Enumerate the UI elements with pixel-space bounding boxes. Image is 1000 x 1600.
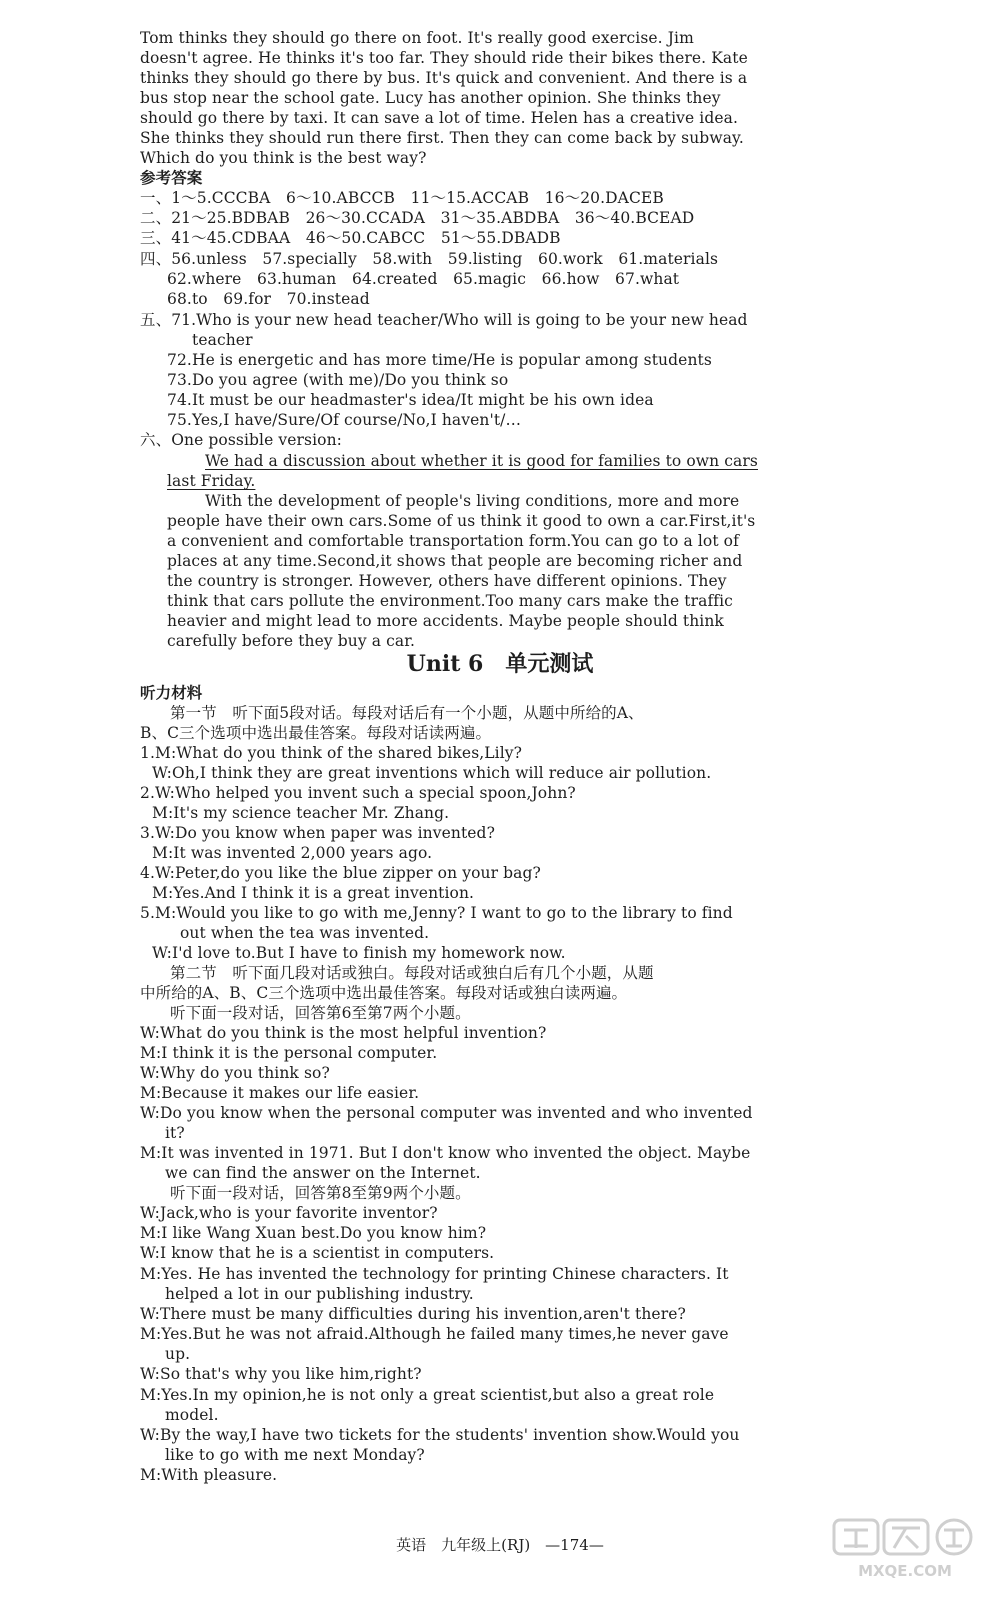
section-instruction: 第二节 听下面几段对话或独白。每段对话或独白后有几个小题，从题: [170, 964, 654, 982]
essay-line: last Friday.: [167, 472, 256, 490]
essay-line: carefully before they buy a car.: [167, 632, 416, 650]
essay-line: places at any time.Second,it shows that people are becoming richer and: [167, 552, 743, 570]
dialogue-line: M:I think it is the personal computer.: [140, 1044, 438, 1062]
essay-line: think that cars pollute the environment.Too many cars make the traffic: [167, 592, 733, 610]
watermark-logo: [830, 1518, 980, 1582]
watermark-text: MXQE.COM: [858, 1562, 952, 1580]
answer-line: 三、41～45.CDBAA 46～50.CABCC 51～55.DBADB: [140, 229, 561, 247]
dialogue-line: M:It was invented in 1971. But I don't know who invented the object. Maybe: [140, 1144, 751, 1162]
dialogue-line: M:Because it makes our life easier.: [140, 1084, 420, 1102]
passage-line: doesn't agree. He thinks it's too far. They should ride their bikes there. Kate: [140, 49, 748, 67]
answer-line: 62.where 63.human 64.created 65.magic 66.how 67.what: [167, 270, 680, 288]
dialogue-line: W:I know that he is a scientist in computers.: [140, 1244, 495, 1262]
dialogue-line: W:What do you think is the most helpful invention?: [140, 1024, 547, 1042]
section-instruction: 第一节 听下面5段对话。每段对话后有一个小题，从题中所给的A、: [170, 704, 644, 722]
passage-line: bus stop near the school gate. Lucy has another opinion. She thinks they: [140, 89, 721, 107]
essay-line: With the development of people's living conditions, more and more: [205, 492, 740, 510]
dialogue-line: 4.W:Peter,do you like the blue zipper on your bag?: [140, 864, 541, 882]
dialogue-line: out when the tea was invented.: [180, 924, 430, 942]
passage-line: should go there by taxi. It can save a lot of time. Helen has a creative idea.: [140, 109, 739, 127]
essay-line: the country is stronger. However, others have different opinions. They: [167, 572, 727, 590]
page-footer: 英语 九年级上(RJ) —174—: [396, 1536, 604, 1554]
dialogue-line: helped a lot in our publishing industry.: [165, 1285, 474, 1303]
answer-line: teacher: [192, 331, 253, 349]
dialogue-line: W:Do you know when the personal computer was invented and who invented: [140, 1104, 753, 1122]
dialogue-line: M:With pleasure.: [140, 1466, 278, 1484]
answer-line: 五、71.Who is your new head teacher/Who will is going to be your new head: [140, 311, 748, 329]
essay-line: We had a discussion about whether it is good for families to own cars: [205, 452, 758, 470]
dialogue-line: 2.W:Who helped you invent such a special spoon,John?: [140, 784, 576, 802]
answer-line: 72.He is energetic and has more time/He is popular among students: [167, 351, 712, 369]
dialogue-line: M:It was invented 2,000 years ago.: [152, 844, 433, 862]
passage-line: She thinks they should run there first. Then they can come back by subway.: [140, 129, 744, 147]
dialogue-line: 5.M:Would you like to go with me,Jenny? I want to go to the library to find: [140, 904, 733, 922]
dialogue-line: 3.W:Do you know when paper was invented?: [140, 824, 495, 842]
dialogue-line: M:Yes.And I think it is a great invention.: [152, 884, 475, 902]
essay-line: heavier and might lead to more accidents. Maybe people should think: [167, 612, 724, 630]
answer-line: 68.to 69.for 70.instead: [167, 290, 370, 308]
answer-line: 六、One possible version:: [140, 431, 342, 449]
dialogue-intro: 听下面一段对话，回答第8至第9两个小题。: [170, 1184, 471, 1202]
dialogue-line: M:Yes. He has invented the technology for printing Chinese characters. It: [140, 1265, 729, 1283]
dialogue-line: we can find the answer on the Internet.: [165, 1164, 481, 1182]
essay-line: a convenient and comfortable transportation form.You can go to a lot of: [167, 532, 739, 550]
passage-line: Tom thinks they should go there on foot. It's really good exercise. Jim: [140, 29, 694, 47]
answer-line: 74.It must be our headmaster's idea/It might be his own idea: [167, 391, 654, 409]
dialogue-line: up.: [165, 1345, 191, 1363]
listening-heading: 听力材料: [140, 683, 203, 702]
dialogue-line: model.: [165, 1406, 219, 1424]
dialogue-line: like to go with me next Monday?: [165, 1446, 425, 1464]
answer-line: 二、21～25.BDBAB 26～30.CCADA 31～35.ABDBA 36～40.BCEAD: [140, 209, 695, 227]
section-instruction: B、C三个选项中选出最佳答案。每段对话读两遍。: [140, 724, 492, 742]
dialogue-line: M:I like Wang Xuan best.Do you know him?: [140, 1224, 487, 1242]
essay-line: people have their own cars.Some of us think it good to own a car.First,it's: [167, 512, 756, 530]
unit-title: Unit 6 单元测试: [406, 651, 594, 677]
dialogue-line: M:It's my science teacher Mr. Zhang.: [152, 804, 450, 822]
dialogue-intro: 听下面一段对话，回答第6至第7两个小题。: [170, 1004, 471, 1022]
dialogue-line: W:By the way,I have two tickets for the students' invention show.Would you: [140, 1426, 740, 1444]
dialogue-line: M:Yes.But he was not afraid.Although he failed many times,he never gave: [140, 1325, 729, 1343]
dialogue-line: W:Oh,I think they are great inventions which will reduce air pollution.: [152, 764, 712, 782]
answer-line: 一、1～5.CCCBA 6～10.ABCCB 11～15.ACCAB 16～20.DACEB: [140, 189, 664, 207]
answer-line: 75.Yes,I have/Sure/Of course/No,I haven't/…: [167, 411, 522, 429]
dialogue-line: W:I'd love to.But I have to finish my homework now.: [152, 944, 566, 962]
answer-line: 四、56.unless 57.specially 58.with 59.listing 60.work 61.materials: [140, 250, 719, 268]
watermark-logo-graphic: [830, 1518, 980, 1582]
section-instruction: 中所给的A、B、C三个选项中选出最佳答案。每段对话或独白读两遍。: [140, 984, 628, 1002]
dialogue-line: W:So that's why you like him,right?: [140, 1365, 422, 1383]
dialogue-line: it?: [165, 1124, 185, 1142]
dialogue-line: 1.M:What do you think of the shared bikes,Lily?: [140, 744, 523, 762]
passage-line: Which do you think is the best way?: [140, 149, 427, 167]
dialogue-line: M:Yes.In my opinion,he is not only a great scientist,but also a great role: [140, 1386, 715, 1404]
answers-heading: 参考答案: [140, 168, 203, 187]
dialogue-line: W:Why do you think so?: [140, 1064, 330, 1082]
passage-line: thinks they should go there by bus. It's quick and convenient. And there is a: [140, 69, 748, 87]
dialogue-line: W:There must be many difficulties during his invention,aren't there?: [140, 1305, 686, 1323]
answer-line: 73.Do you agree (with me)/Do you think so: [167, 371, 509, 389]
dialogue-line: W:Jack,who is your favorite inventor?: [140, 1204, 438, 1222]
